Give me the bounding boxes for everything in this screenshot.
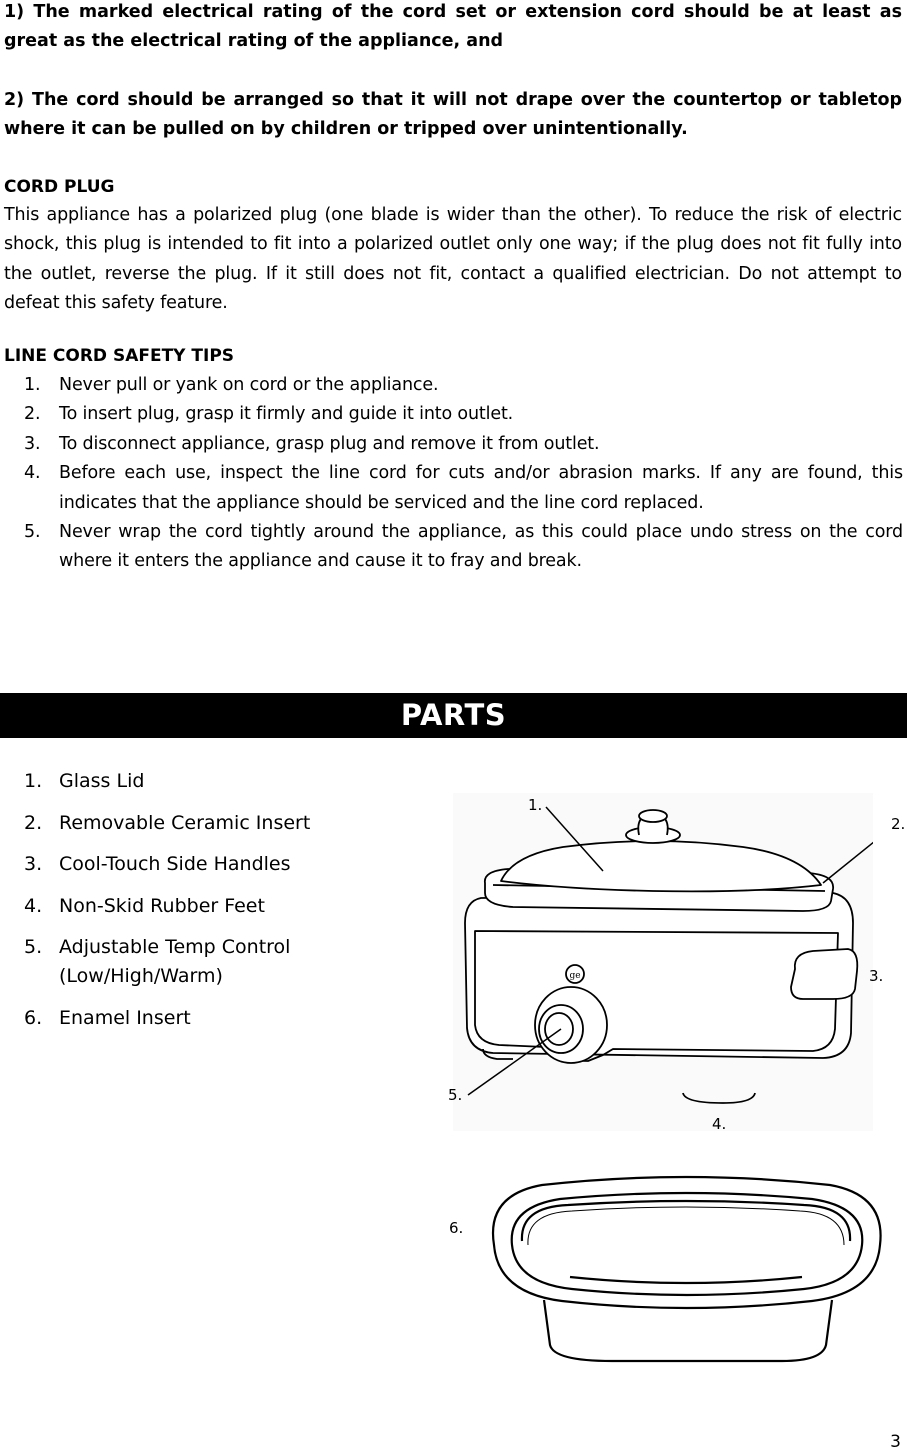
- warning-point-2: 2) The cord should be arranged so that it will not drape over the countertop or tabletop where it can be pulled on by children or tripped over unintentionally.: [4, 90, 902, 139]
- list-item: 5. Never wrap the cord tightly around the appliance, as this could place undo stress on the cord where it enters the appliance and cause it to fray and break.: [24, 522, 903, 572]
- list-item: 2. Removable Ceramic Insert: [24, 811, 311, 834]
- cord-plug-body: This appliance has a polarized plug (one blade is wider than the other). To reduce the risk of electric shock, this plug is intended to fit into a polarized outlet only one way; if the plug does not fit fully into the outlet, reverse the plug. If it still does not fit, contact a qualified electrician. Do not attempt to defeat this safety feature.: [4, 205, 902, 314]
- list-item: 4. Before each use, inspect the line cord for cuts and/or abrasion marks. If any are found, this indicates that the appliance should be serviced and the line cord replaced.: [24, 463, 903, 513]
- parts-title: PARTS: [400, 698, 507, 732]
- slow-cooker-illustration: [453, 793, 873, 1131]
- list-item: 1. Glass Lid: [24, 770, 145, 792]
- line-cord-heading: LINE CORD SAFETY TIPS: [4, 346, 235, 366]
- enamel-insert-illustration: [482, 1175, 890, 1367]
- line-cord-tips-list: [0, 371, 903, 577]
- callout-4: 4.: [712, 1115, 727, 1133]
- callout-3: 3.: [869, 967, 884, 985]
- list-item: 2. To insert plug, grasp it firmly and guide it into outlet.: [24, 404, 514, 425]
- callout-1: 1.: [528, 796, 543, 814]
- callout-5: 5.: [448, 1086, 463, 1104]
- callout-2: 2.: [891, 815, 906, 833]
- page-number: 3: [890, 1432, 901, 1452]
- parts-list: [0, 767, 420, 1045]
- svg-text:ge: ge: [569, 971, 581, 981]
- list-item: 3. Cool-Touch Side Handles: [24, 853, 291, 875]
- warning-point-1: 1) The marked electrical rating of the cord set or extension cord should be at least as great as the electrical rating of the appliance, and: [4, 2, 902, 51]
- list-item: 5. Adjustable Temp Control (Low/High/Warm): [24, 936, 291, 987]
- cord-plug-heading: CORD PLUG: [4, 177, 115, 197]
- list-item: 1. Never pull or yank on cord or the appliance.: [24, 375, 439, 395]
- list-item: 4. Non-Skid Rubber Feet: [24, 894, 265, 917]
- list-item: 3. To disconnect appliance, grasp plug and remove it from outlet.: [24, 433, 600, 454]
- callout-6: 6.: [449, 1219, 464, 1237]
- parts-banner: [0, 693, 907, 738]
- list-item: 6. Enamel Insert: [24, 1006, 191, 1029]
